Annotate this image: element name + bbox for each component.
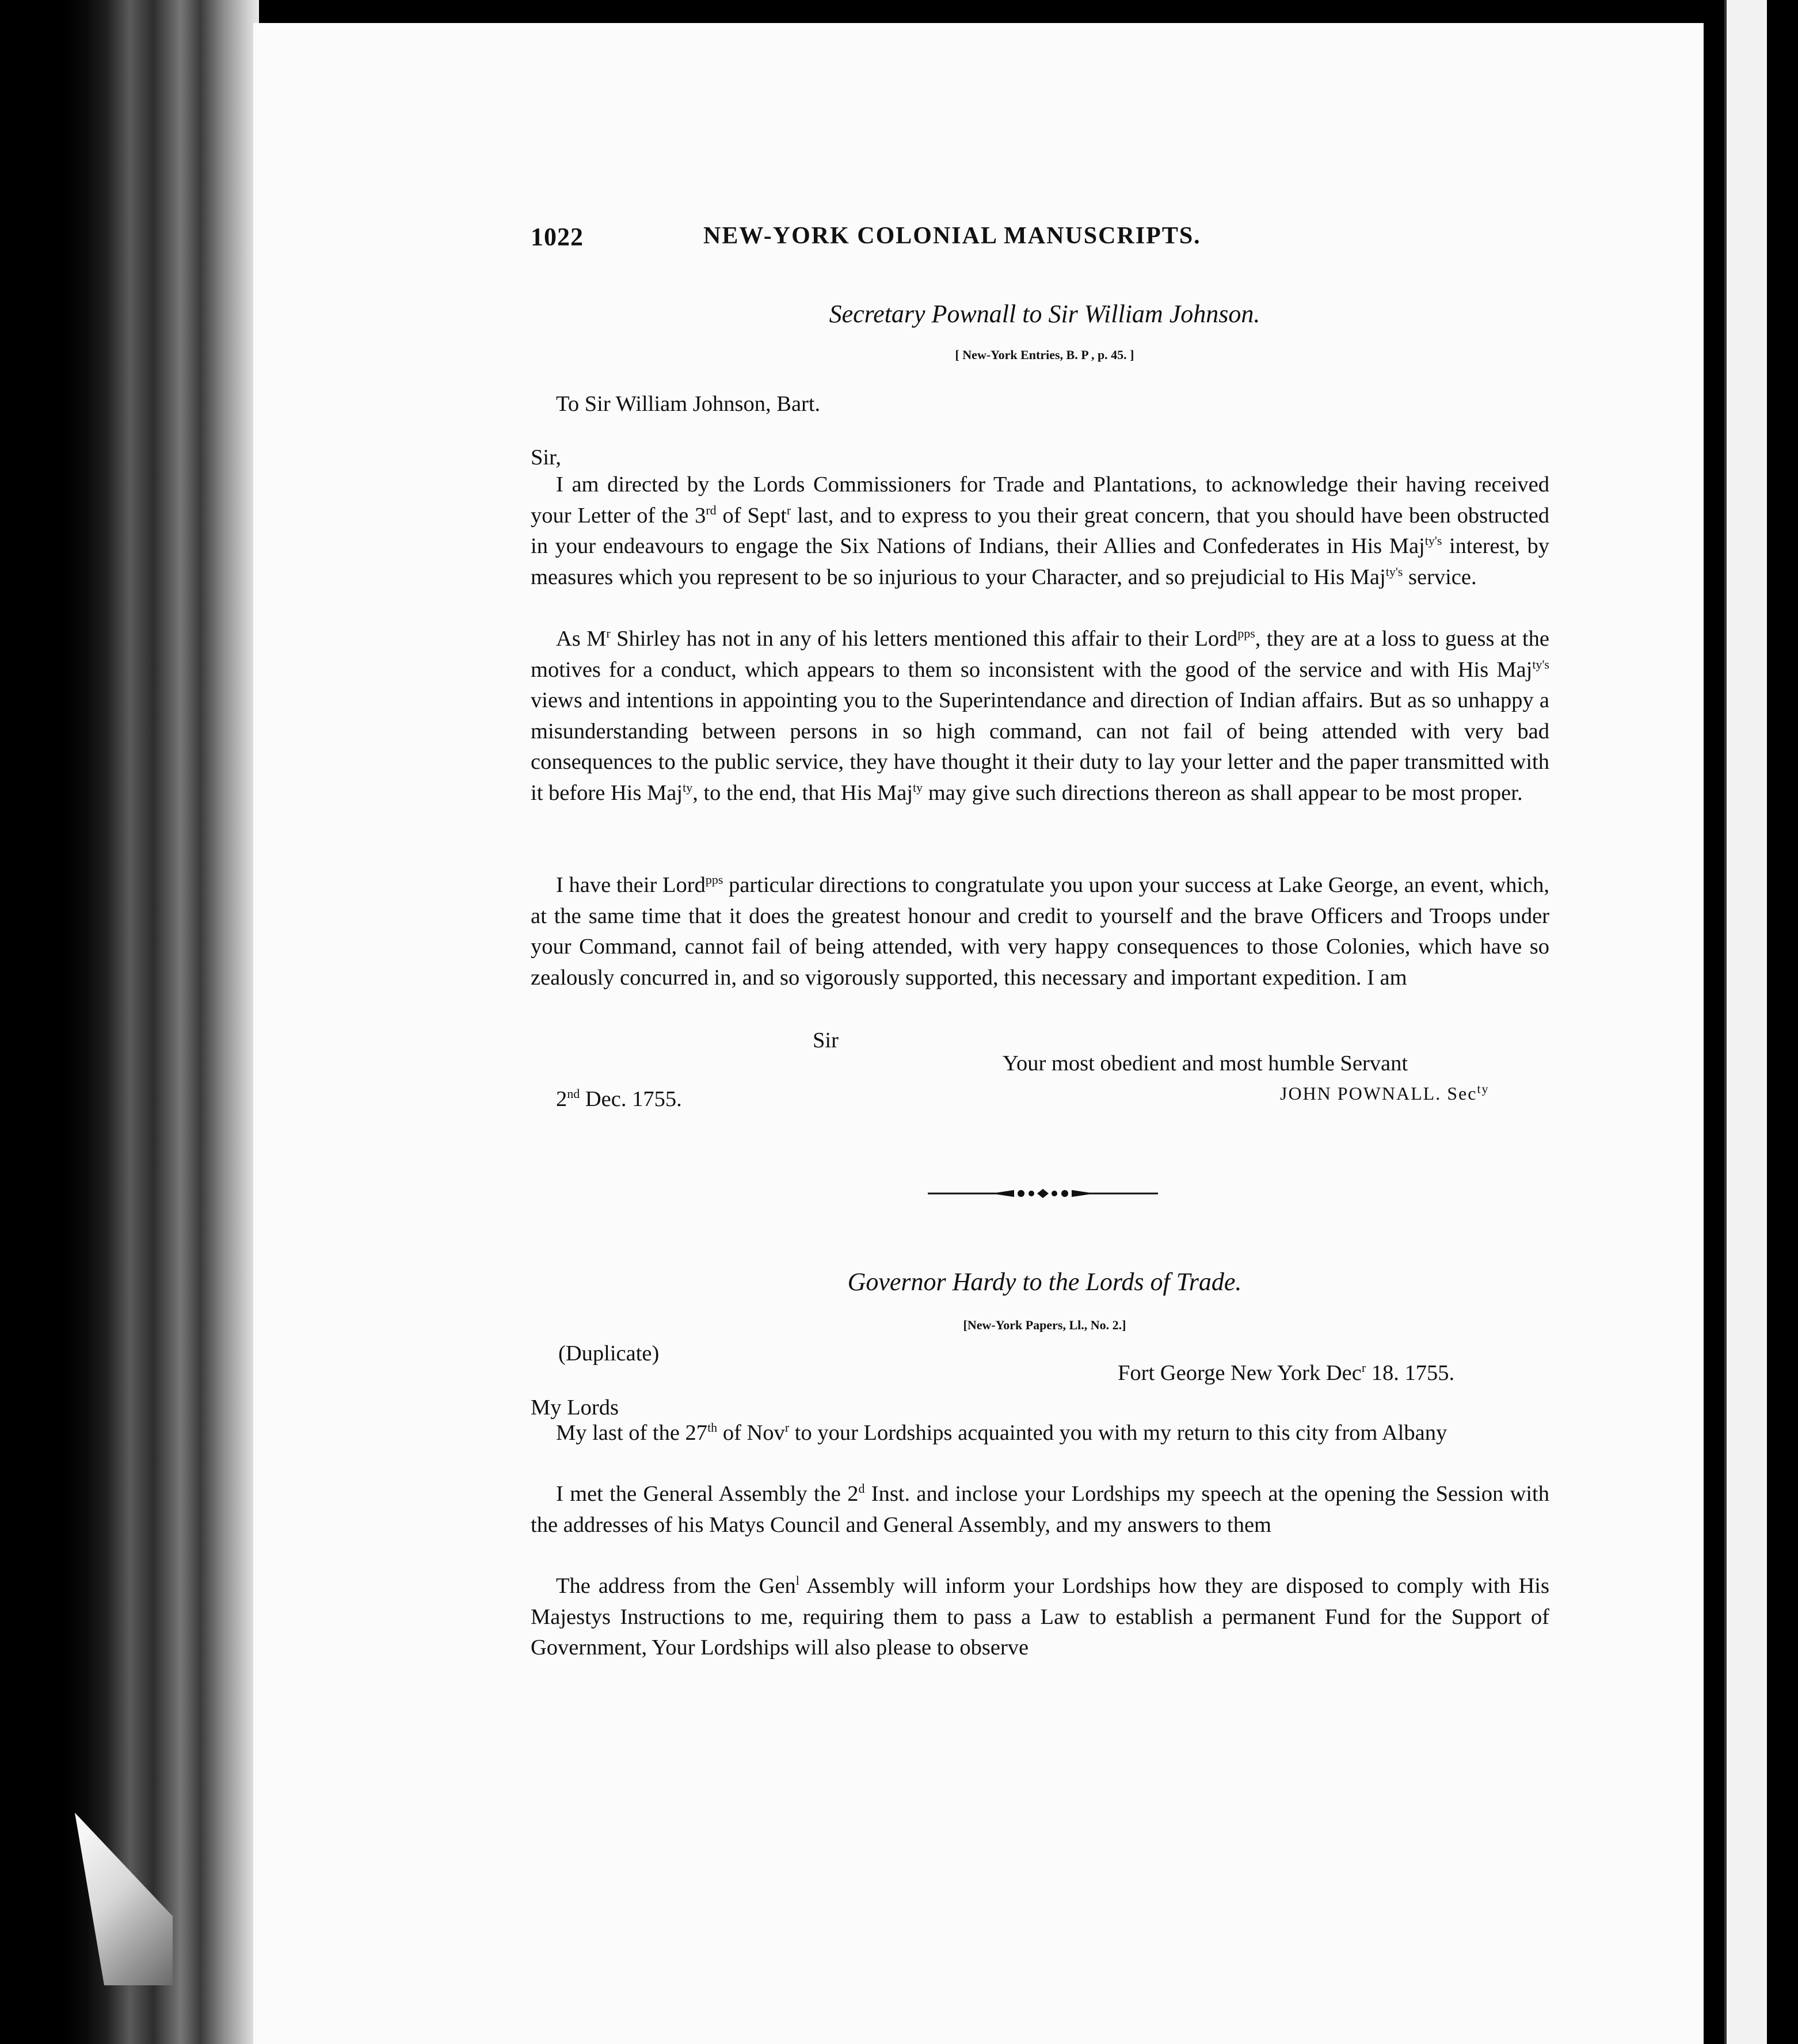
- letter1-title: Secretary Pownall to Sir William Johnson.: [829, 300, 1260, 328]
- letter1-paragraph-1: I am directed by the Lords Commissioners for Trade and Plantations, to acknowledge their having received your Letter of the 3rd of Sept$^r$ last, and to express to you their great concern, that you should have been obstructed in your endeavours to engage the Six Nations of Indians, their Allies and Confederates in His Maj$^{ty's}$ interest, by measures which you represent to be so injurious to your Character, and so prejudicial to His Maj$^{ty's}$ service.: [531, 472, 1549, 589]
- letter1-paragraph-3: I have their Lord$^{pps}$ particular directions to congratulate you upon your success at Lake George, an event, which, at the same time that it does the greatest honour and credit to yourself and the brave Officers and Troops under your Command, cannot fail of being attended, with very happy consequences to those Colonies, which have so zealously concurred in, and so vigorously supported, this necessary and important expedition. I am: [531, 872, 1549, 990]
- page-number: 1022: [531, 223, 584, 251]
- letter2-paragraph-2: I met the General Assembly the 2$^d$ Inst. and inclose your Lordships my speech at the opening the Session with the addresses of his Matys Council and General Assembly, and my answers to them: [531, 1481, 1549, 1537]
- next-page-sliver: [1727, 0, 1767, 2044]
- letter1-paragraph-2: As $M^r$ Shirley has not in any of his letters mentioned this affair to their Lord$^{pps}$, they are at a loss to guess at the motives for a conduct, which appears to them so inconsistent with the good of the service and with His Maj$^{ty's}$ views and intentions in appointing you to the Superintendance and direction of Indian affairs. But as so unhappy a misunderstanding between persons in so high command, can not fail of being attended with very bad consequences to the public service, they have thought it their duty to lay your letter and the paper transmitted with it before His Maj$^{ty}$, to the end, that His Maj$^{ty}$ may give such directions thereon as shall appear to be most proper.: [531, 626, 1550, 805]
- letter2-salutation: My Lords: [531, 1395, 619, 1420]
- letter1-salutation: Sir,: [531, 445, 562, 470]
- book-spine-shadow: [63, 0, 259, 2044]
- letter2-paragraph-1: My last of the 27th of Nov$^r$ to your Lordships acquainted you with my return to this city from Albany: [556, 1420, 1447, 1445]
- letter2-source: [New-York Papers, Ll., No. 2.]: [963, 1318, 1126, 1332]
- letter1-source: [ New-York Entries, B. P , p. 45. ]: [955, 348, 1134, 362]
- section-divider-ornament: [928, 1182, 1158, 1205]
- letter2-paragraph-3: The address from the Gen$^l$ Assembly will inform your Lordships how they are disposed to comply with His Majestys Instructions to me, requiring them to pass a Law to establish a permanent Fund for the Support of Government, Your Lordships will also please to observe: [531, 1573, 1549, 1660]
- letter1-closing-sir: Sir: [813, 1028, 839, 1052]
- letter1-closing: Your most obedient and most humble Servant: [1003, 1051, 1408, 1076]
- letter2-duplicate-note: (Duplicate): [558, 1341, 660, 1366]
- page-header: [531, 222, 1559, 257]
- letter1-signature: JOHN POWNALL. Sec$^{ty}$: [1280, 1081, 1490, 1104]
- running-title: NEW-YORK COLONIAL MANUSCRIPTS.: [703, 223, 1201, 249]
- letter2-title: Governor Hardy to the Lords of Trade.: [847, 1268, 1242, 1296]
- letter1-addressee: To Sir William Johnson, Bart.: [556, 392, 821, 416]
- letter1-date: 2nd Dec. 1755.: [556, 1086, 682, 1111]
- letter2-place-date: Fort George New York Dec$^r$ 18. 1755.: [1118, 1360, 1455, 1385]
- next-page-edge: [1704, 0, 1798, 2044]
